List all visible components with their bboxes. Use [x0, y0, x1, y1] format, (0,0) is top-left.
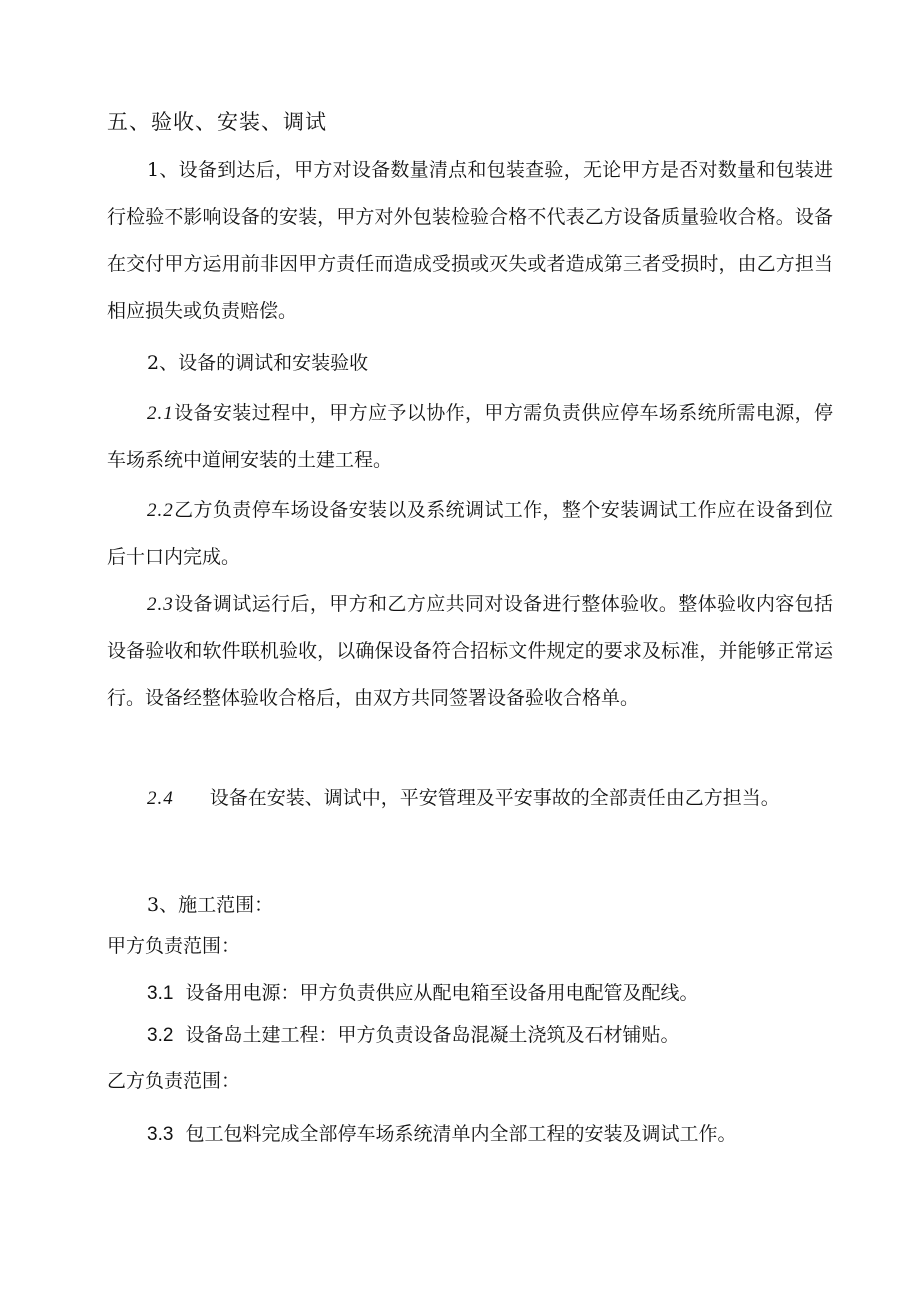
clause-number: 3.2 [147, 1025, 174, 1046]
clause-number: 2.1 [147, 403, 174, 424]
section-heading: 五、验收、安装、调试 [107, 110, 327, 134]
clause-3-2-paragraph [107, 1012, 833, 1059]
clause-1-paragraph: 1、设备到达后，甲方对设备数量清点和包装查验，无论甲方是否对数量和包装进行检验不影响设备的安装，甲方对外包装检验合格不代表乙方设备质量验收合格。设备在交付甲方运用前非因甲方责任而造成受损或灭失或者造成第三者受损时，由乙方担当相应损失或负责赔偿。 [107, 159, 833, 322]
clause-text: 包工包料完成全部停车场系统清单内全部工程的安装及调试工作。 [185, 1123, 737, 1145]
clause-3-heading: 3、施工范围： [147, 894, 274, 916]
clause-2-1-paragraph [107, 390, 833, 484]
clause-number: 2.4 [147, 788, 174, 809]
clause-2-4-paragraph [107, 775, 833, 822]
clause-text: 设备安装过程中，甲方应予以协作，甲方需负责供应停车场系统所需电源，停车场系统中道闸安装的土建工程。 [107, 402, 833, 471]
clause-3-3-paragraph [107, 1111, 833, 1158]
clause-number: 3.3 [147, 1124, 174, 1145]
clause-2-2-paragraph [107, 487, 833, 581]
party-a-scope-label: 甲方负责范围： [107, 935, 241, 957]
clause-text: 设备调试运行后，甲方和乙方应共同对设备进行整体验收。整体验收内容包括设备验收和软件联机验收，以确保设备符合招标文件规定的要求及标准，并能够正常运行。设备经整体验收合格后，由双方共同签署设备验收合格单。 [107, 593, 833, 709]
clause-text: 设备在安装、调试中，平安管理及平安事故的全部责任由乙方担当。 [209, 787, 780, 809]
clause-text: 乙方负责停车场设备安装以及系统调试工作，整个安装调试工作应在设备到位后十口内完成。 [107, 499, 833, 568]
clause-2-heading: 2、设备的调试和安装验收 [147, 352, 369, 374]
party-b-scope-label: 乙方负责范围： [107, 1070, 241, 1092]
clause-number: 2.3 [147, 594, 174, 615]
clause-text: 设备岛土建工程：甲方负责设备岛混凝土浇筑及石材铺贴。 [185, 1024, 680, 1046]
clause-number: 2.2 [147, 500, 174, 521]
clause-2-3-paragraph [107, 581, 833, 722]
clause-number: 3.1 [147, 983, 174, 1004]
clause-3-1-paragraph [107, 970, 833, 1017]
clause-text: 设备用电源：甲方负责供应从配电箱至设备用电配管及配线。 [185, 982, 699, 1004]
